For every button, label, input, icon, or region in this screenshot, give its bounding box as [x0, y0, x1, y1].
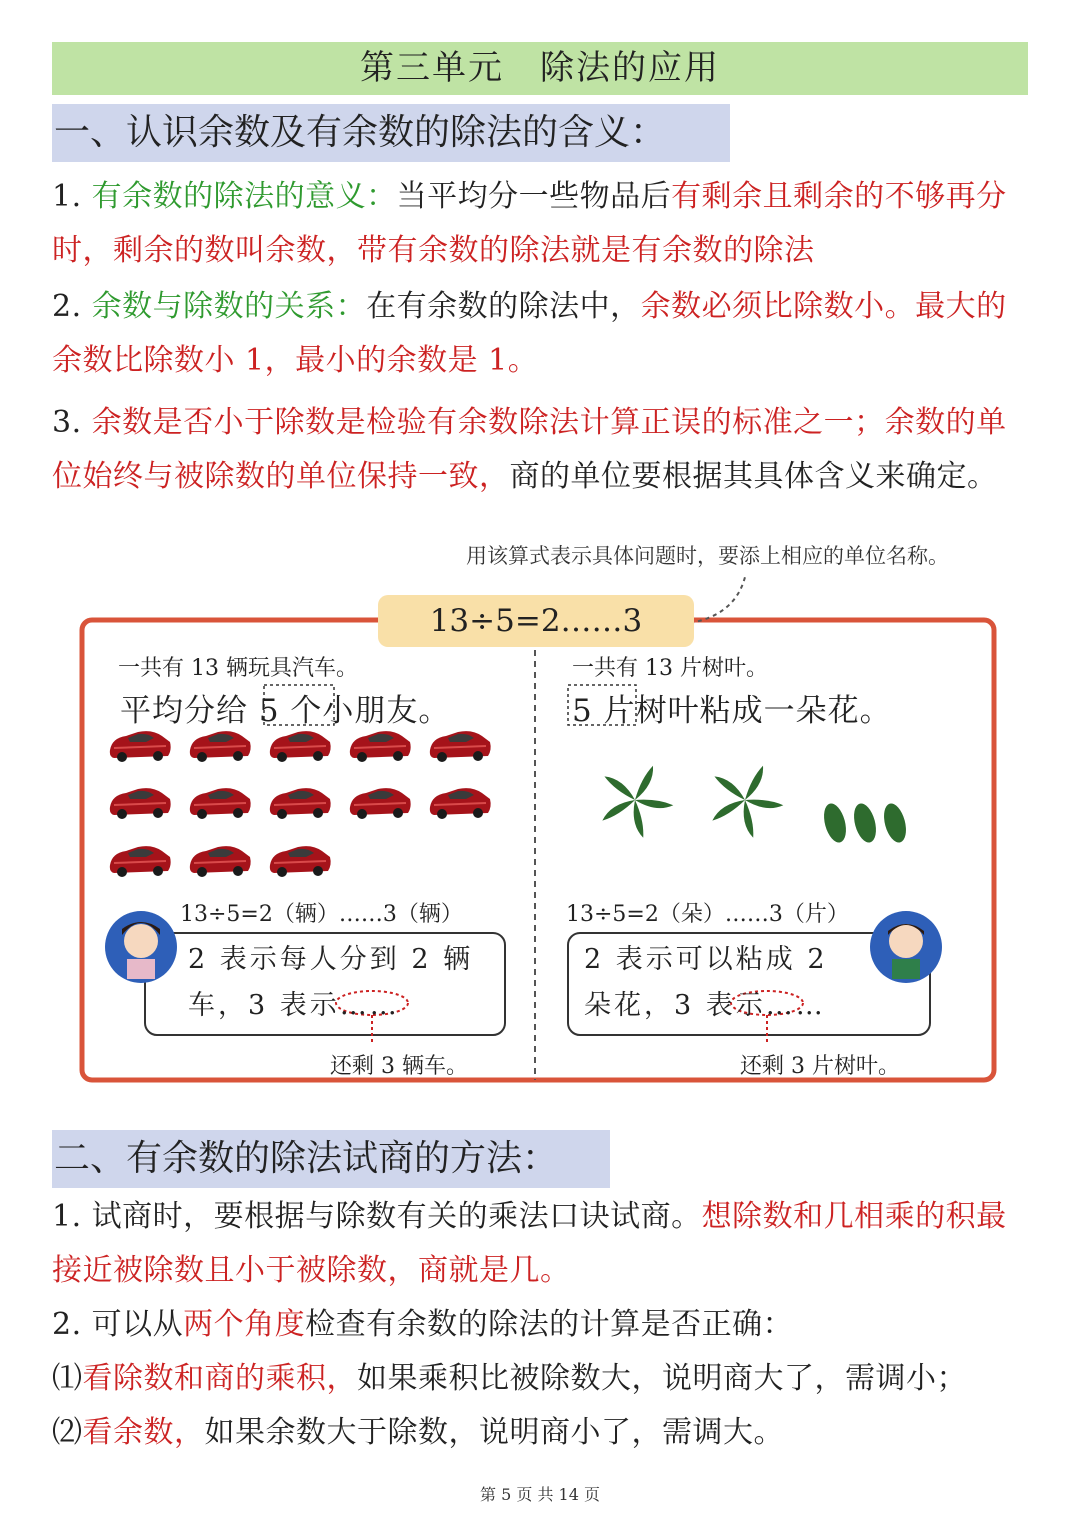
leaves-group [602, 766, 910, 845]
left-bubble-text: 2 表示每人分到 2 辆车，3 表示…… [188, 944, 474, 1021]
s2-item3-text-red: 看除数和商的乘积， [82, 1361, 357, 1396]
girl-avatar [105, 911, 177, 983]
s1-item1-num: 1. [52, 179, 92, 214]
s1-item2-text-red: 余数必须比除数小。最大的余数比除数小 1，最小的余数是 1。 [52, 289, 1007, 378]
right-line2: 5 片树叶粘成一朵花。 [572, 693, 892, 729]
s2-item2-text-red: 两个角度 [183, 1307, 306, 1342]
s1-item1 [52, 170, 1032, 278]
s1-item1-text-red: 有剩余且剩余的不够再分时，剩余的数叫余数，带有余数的除法就是有余数的除法 [52, 179, 1007, 268]
s2-item4-num: ⑵ [52, 1415, 83, 1450]
s2-item4-text-b: 如果余数大于除数，说明商小了，需调大。 [204, 1415, 784, 1450]
figure-equation: 13÷5=2……3 [378, 595, 694, 647]
s1-item3-text-red: 余数是否小于除数是检验有余数除法计算正误的标准之一；余数的单位始终与被除数的单位保持一致， [52, 405, 1007, 494]
s2-item1-text-red: 想除数和几相乘的积最接近被除数且小于被除数，商就是几。 [52, 1199, 1007, 1288]
section2-heading: 二、有余数的除法试商的方法： [52, 1130, 610, 1188]
s2-item4-text-red: 看余数， [82, 1415, 205, 1450]
note-arrow [690, 577, 745, 623]
s1-item1-label: 有余数的除法的意义： [91, 179, 397, 214]
textbook-figure [0, 575, 1080, 1095]
cars-group [110, 731, 491, 877]
s2-item3-num: ⑴ [52, 1361, 83, 1396]
s2-item2-num: 2. [52, 1307, 92, 1342]
section1-heading: 一、认识余数及有余数的除法的含义： [52, 104, 730, 162]
right-bubble-text: 2 表示可以粘成 2 朵花，3 表示…… [584, 944, 828, 1021]
page-title: 第三单元 除法的应用 [52, 42, 1028, 95]
s1-item2-text-a: 在有余数的除法中， [366, 289, 641, 324]
s1-item3-text-b: 商的单位要根据其具体含义来确定。 [509, 459, 998, 494]
figure-note: 用该算式表示具体问题时，要添上相应的单位名称。 [466, 544, 949, 568]
s1-item1-text-a: 当平均分一些物品后 [396, 179, 672, 214]
left-line2: 平均分给 5 个小朋友。 [120, 693, 451, 729]
s2-item2-text-a: 可以从 [91, 1307, 184, 1342]
boy-avatar [870, 911, 942, 983]
s2-item3-text-b: 如果乘积比被除数大，说明商大了，需调小； [357, 1361, 967, 1396]
s2-item1 [52, 1190, 1032, 1298]
left-equation: 13÷5=2（辆）……3（辆） [180, 902, 463, 927]
page-footer: 第 5 页 共 14 页 [480, 1485, 600, 1504]
left-answer: 还剩 3 辆车。 [330, 1054, 468, 1079]
s2-item1-text-a: 1. 试商时，要根据与除数有关的乘法口诀试商。 [52, 1199, 702, 1234]
s1-item2-label: 余数与除数的关系： [91, 289, 367, 324]
s2-item2-text-b: 检查有余数的除法的计算是否正确： [305, 1307, 794, 1342]
s2-item4 [52, 1406, 1032, 1460]
s2-item2 [52, 1298, 1032, 1352]
s1-item2-num: 2. [52, 289, 92, 324]
s2-item3 [52, 1352, 1032, 1406]
right-line1: 一共有 13 片树叶。 [572, 656, 768, 681]
left-line1: 一共有 13 辆玩具汽车。 [118, 656, 358, 681]
s1-item3 [52, 396, 1032, 504]
s1-item2 [52, 280, 1032, 388]
right-equation: 13÷5=2（朵）……3（片） [566, 902, 849, 927]
right-answer: 还剩 3 片树叶。 [740, 1054, 900, 1079]
s1-item3-num: 3. [52, 405, 92, 440]
